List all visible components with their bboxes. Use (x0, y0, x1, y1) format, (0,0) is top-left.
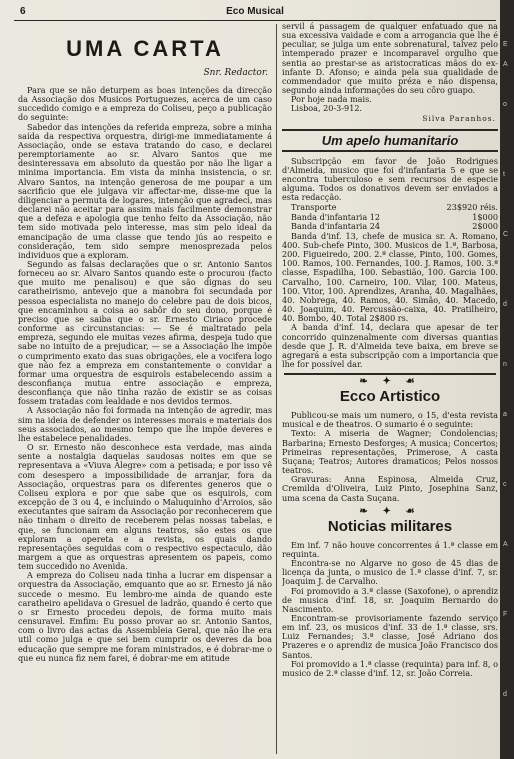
military-paragraph: Encontra-se no Algarve no goso de 45 dias de licença da junta, o musico de 1.ª classe d'inf. 7, sr. Joaquim J. de Carvalho. (282, 558, 498, 587)
masthead-title: Eco Musical (226, 6, 284, 17)
donation-row (282, 213, 498, 222)
letter-continuation: servil á passagem de qualquer enfatuado que na sua excessiva vaidade e com a arrogancia que lhe é peculiar, se julga um ente sobrenatural, talvez pelo intemperado prazer e incomparavel orgulho que sentia ao prestar-se as aristocraticas mãos do ex-infante D. Afonso; e ainda pela sua qualidade de commendador que muito préza e não dispensa, segundo ainda informações do seu côro guapo. (282, 22, 498, 96)
appeal-closing: A banda d'inf. 14, declara que apesar de ter concorrido quinzenalmente com diversas quantias desde que J. R. d'Almeida teve baixa, em breve se agregará a esta subscripção com a importancia que lhe for possível dar. (282, 322, 498, 369)
donation-value: 23$920 réis. (446, 202, 498, 213)
donation-row (282, 203, 498, 212)
letter-paragraph: Sabedor das intenções da referida empreza, sobre a minha saída da respectiva orquestra, dirigi-me immediatamente á Associação, onde se estava tratando do caso, e declarei peremptoriamente ao sr. Alvaro Santos que me desinteressava em absoluto da questão por não lhe ligar a minima importancia. Em vista da minha insistencia, o sr. Alvaro Santos, na intenção generosa de me poupar a um sacrificio que ele julgava vir affectar-me, disse-me que la diligenciar a permuta de logares, intenção que agradeci, mas declarei não aceitar para assim mais facilmente demonstrar que a defeza e apologia que tenho feito da Associação, não tem sido motivada pelo interesse, mas sim pelo ideal da emancipação de uma classe que tendo jús ao respeito e consideração, tem sido sempre menosprezada pelos individuos que a exploram. (18, 121, 272, 260)
letter-paragraph: A empreza do Coliseu nada tinha a lucrar em dispensar a orquestra da Associação, emquanto que ao sr. Ernesto já não succede o mesmo. Eu lembro-me ainda de quando este caratheiro apelidava o Gresuel de ladrão, quando é certo que o sr Ernesto procedeu depois, de forma muito mais censuravel. Emfim: Eu posso provar ao sr. Antonio Santos, com o livro das actas da Assembleia Geral, que não lhe era util como julga e que sei bem cumprir os deveres da boa educação que sempre me foram ministrados, e é dobrar-me o que eu nunca fiz nem farei, é dobrar-me em atitude (18, 570, 272, 663)
ornament-icon: ❧ ✦ ☙ (359, 505, 421, 517)
donation-row (282, 222, 498, 231)
edge-letter: A (503, 541, 508, 548)
edge-letter: a (503, 411, 507, 418)
ecco-paragraph: Publicou-se mais um numero, o 15, d'esta revista musical e de theatros. O sumario é o seguinte: (282, 410, 498, 430)
donation-value: 1$000 (472, 211, 498, 222)
military-paragraph: Foi promovido a 3.ª classe (Saxofone), o aprendiz de musica d'inf. 18, sr. Joaquim Bernardo do Nascimento. (282, 585, 498, 614)
ecco-title: Ecco Artistico (339, 388, 441, 406)
edge-letter: c (503, 481, 507, 488)
letter-paragraph: A Associação não foi formada na intenção de agredir, mas sim na ideia de defender os interesses morais e materiais dos seus associados, ao mesmo tempo que lhe impõe deveres e lhe estabelece penalidades. (18, 405, 272, 443)
edge-letter: o (503, 101, 507, 108)
edge-letter: d (503, 301, 507, 308)
letter-continuation: Por hoje nada mais. (291, 94, 372, 105)
donation-table (282, 203, 498, 230)
military-paragraph: Foi promovido a 1.ª classe (requinta) para inf. 8, o musico de 2.ª classe d'inf. 12, sr. João Correia. (282, 658, 498, 678)
binding-edge (500, 0, 514, 759)
donation-label: Banda d'infantaria 24 (291, 221, 381, 231)
donation-label: Transporte (291, 203, 337, 213)
military-header (282, 507, 498, 537)
donation-label: Banda d'infantaria 12 (291, 212, 381, 222)
letter-place-date: Lisboa, 20-3-912. (291, 103, 363, 114)
edge-letter: n (503, 361, 507, 368)
military-title: Noticias militares (327, 517, 453, 535)
letter-paragraph: Para que se não deturpem as boas intenções da direcção da Associação dos Musicos Portuguezes, acerca de um caso succedido comigo e a empreza do Coliseu, peço a publicação do seguinte: (18, 85, 272, 123)
donation-value: 2$000 (472, 220, 498, 231)
letter-paragraph: Segundo as falsas declarações que o sr. Antonio Santos forneceu ao sr. Alvaro Santos quando este o procurou (facto que muito me penalisou) e que são dignas do seu caratheirismo, antevejo que a manobra foi secundada por pessoa especialista no manejo do celebre pau de dois bicos, que encaminhou a coisa ao sabôr do seu dono, porque é preciso que se saiba que o sr. Ernesto Ciriaco procede conforme as circunstancias: — Se é maltratado pela empreza, segundo ele muitas vezes afirma, despeja tudo que sabe no intuito de a prejudicar, — se a Associação lhe impõe o cumprimento exato das suas obrigações, ele a vocifera logo que não fez a empreza em constantemente o convidar a formar uma orquestra de esquirols estabelecendo assim a desconfiança mutua entre associação e empreza, desconfiança que não tinha razão de existir se as coisas fossem tratadas com lealdade e nos devidos termos. (18, 258, 272, 407)
edge-letter: E (503, 41, 508, 48)
appeal-title: Um apelo humanitario (282, 129, 498, 152)
column-divider (276, 24, 277, 754)
ornament-icon: ❧ ✦ ☙ (359, 376, 421, 388)
ecco-header (282, 373, 498, 407)
right-column (282, 22, 498, 756)
page-header (14, 6, 496, 21)
edge-letter: C (503, 231, 509, 238)
edge-letter: d (503, 691, 507, 698)
edge-letter: A (503, 61, 508, 68)
edge-letter: t (503, 171, 505, 178)
donation-list: Banda d'inf. 13, chefe de musica sr. A. Romano, 400. Sub-chefe Pinto, 300. Musicos de 1.ª, Barbosa, 200. Figueiredo, 200. 2.ª classe, Pinto, 100. Gomes, 100. Ramos, 100. Fernandes, 100. J. Ramos, 100. 3.ª classe, Espadilha, 100. Sebastião, 100. Garcia 100. Carvalho, 100. Carneiro, 100. Vilar, 100. Mateus, 100. Vitor, 100. Aprendizes, Aranha, 40. Magalhães, 40. Nobrega, 40. Ramos, 40. Simão, 40. Macedo, 40. Joaquim, 40. Percussão-caixa, 40. Pratilheiro, 40. Bombo, 40. Total 2$800 rs. (282, 230, 498, 324)
letter-title: UMA CARTA (66, 36, 224, 61)
left-column (18, 28, 272, 756)
edge-letter: F (503, 611, 508, 618)
letter-salutation: Snr. Redactor. (203, 68, 268, 78)
letter-signature: Silva Paranhos. (422, 113, 496, 123)
ecco-paragraph: Texto: A miseria de Wagner; Condolencias; Barbarina; Ernesto Desforges; A musica; Concertos; Primeiras representações, Primerose, A casta Suçana; Teatros; Autores dramaticos; Pelos nossos teatros. (282, 428, 498, 476)
military-paragraph: Encontram-se provisoriamente fazendo serviço em inf. 23, os musicos d'inf. 33 de 1.ª classe, srs. Luiz Fernandes; 3.ª classe, José Adriano dos Prazeres e o aprendiz de musica João Francisco dos Santos. (282, 612, 498, 660)
section-rule (284, 373, 496, 375)
appeal-intro: Subscripção em favor de João Rodrigues d'Almeida, musico que foi d'infantaria 5 e que se encontra tuberculoso e sem recursos de especie alguma. Todos os donativos devem ser enviados a esta redacção. (282, 155, 498, 203)
ecco-paragraph: Gravuras: Anna Espinosa, Almeida Cruz, Cremilda d'Oliveira, Luiz Pinto, Josephina Sanz, uma scena da Casta Suçana. (282, 474, 498, 503)
military-paragraph: Em inf. 7 não houve concorrentes á 1.ª classe em requinta. (282, 539, 498, 559)
letter-paragraph: O sr. Ernesto não desconhece esta verdade, mas ainda sente a nostalgia daquelas saudosas noites em que se representava a «Viuva Alegre» com a petisada; e por isso vê com desespero a impossibilidade de arranjar, fora da Associação, orquestras para os diferentes generos que o Coliseu explora e por que sabe que os esquirols, com excepção de 3 ou 4, e incluindo o Maluquinho d'Arroios, são executantes que saíram da Associação por reconhecerem que não tinham o direito de receberem pelas nossas tabelas, e que, se funcionam em alguns teatros, são estes os que exploram a opereta e a revista, os quais dando representações seguidas com o respectivo espectaculo, dão margem a que as orquestras apresentem os papeis, como tem succedido no Avenida. (18, 442, 272, 572)
page-number: 6 (20, 6, 26, 17)
